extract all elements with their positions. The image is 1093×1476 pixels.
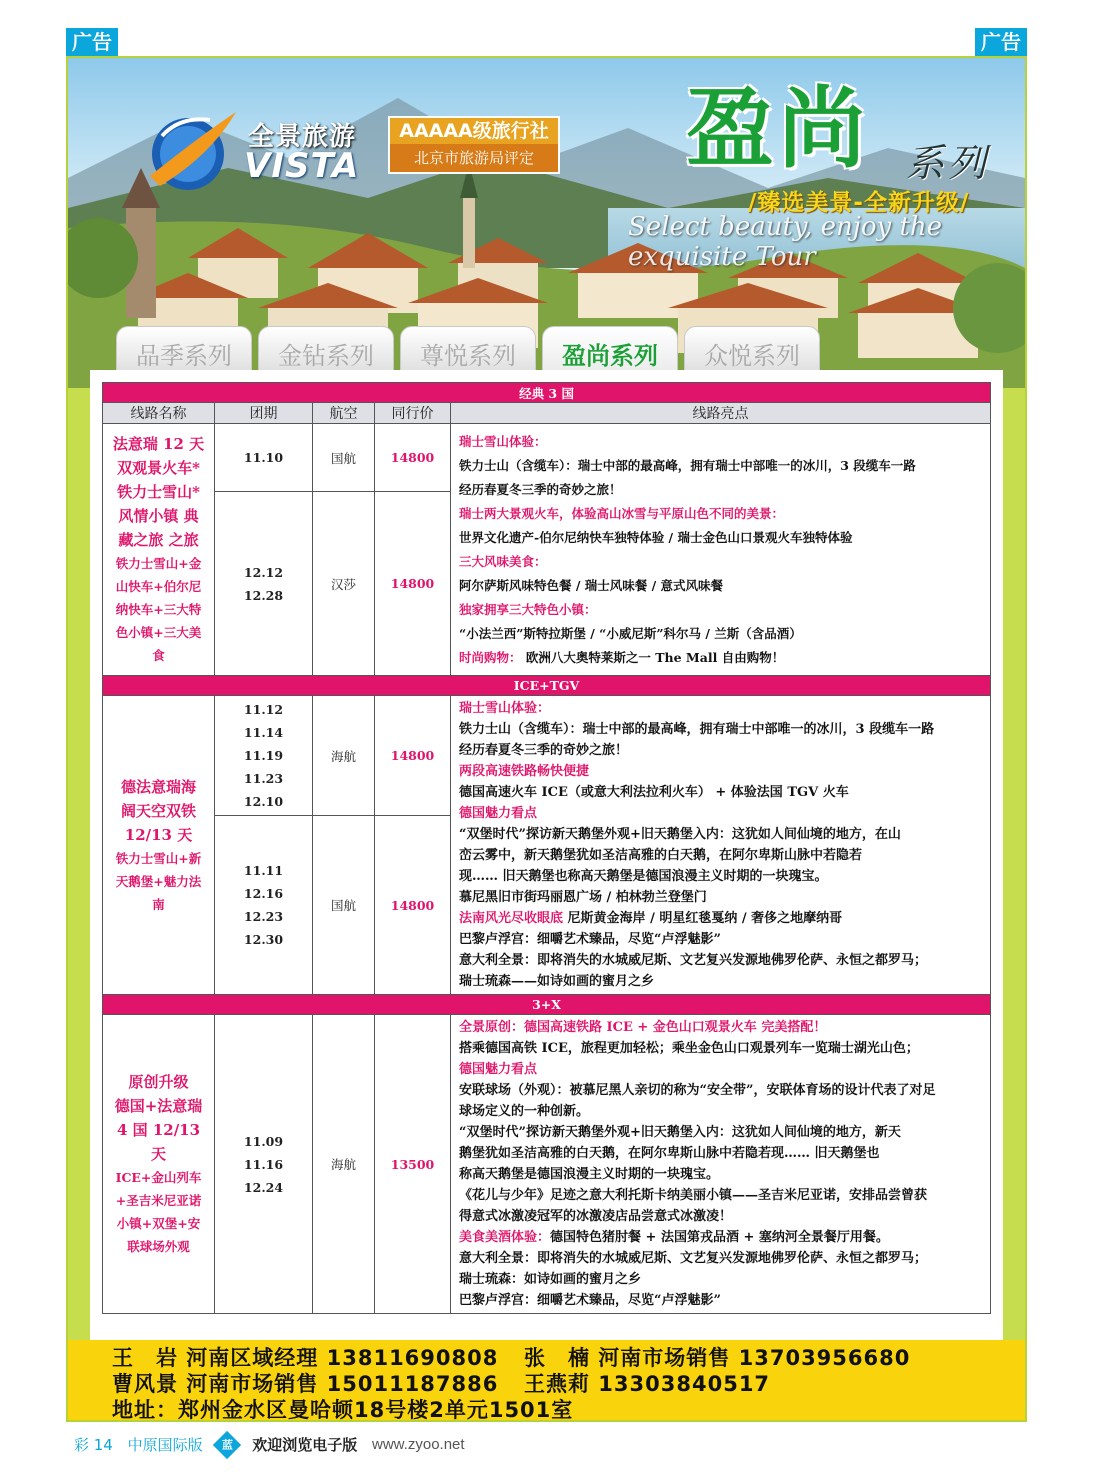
- contact-wang-yan: 王 岩 河南区域经理 13811690808: [112, 1346, 499, 1370]
- departure-dates: 11.11 12.16 12.23 12.30: [215, 816, 313, 995]
- site-url[interactable]: www.zyoo.net: [372, 1436, 465, 1453]
- price: 14800: [375, 424, 451, 492]
- col-header-price: 同行价: [375, 403, 451, 424]
- brand-title: 盈尚: [686, 76, 871, 180]
- price: 14800: [375, 492, 451, 676]
- routes-table: [102, 382, 991, 1314]
- section-title: ICE+TGV: [103, 676, 991, 696]
- table-row: [103, 696, 991, 816]
- tab-zhongyue[interactable]: 众悦系列: [684, 326, 820, 378]
- brand-series: 系列: [906, 141, 991, 185]
- col-header-highlights: 线路亮点: [451, 403, 991, 424]
- vista-logo: [140, 106, 370, 196]
- col-header-airline: 航空: [313, 403, 375, 424]
- price: 13500: [375, 1015, 451, 1314]
- contact-zhang-nan: 张 楠 河南市场销售 13703956680: [524, 1346, 911, 1370]
- airline: 国航: [313, 424, 375, 492]
- edition-name: 中原国际版: [127, 1436, 203, 1454]
- section-header-row: [103, 383, 991, 403]
- page-number: 彩 14: [74, 1436, 113, 1454]
- contact-cao-fengjing: 曹风景 河南市场销售 15011187886: [112, 1372, 499, 1396]
- price: 14800: [375, 816, 451, 995]
- tab-yingshang[interactable]: 盈尚系列: [542, 326, 678, 378]
- grade-rated-by: 北京市旅游局评定: [390, 144, 558, 172]
- route-name: 德法意瑞海 阔天空双铁 12/13 天 铁力士雪山+新 天鹅堡+魅力法 南: [103, 696, 215, 995]
- route-highlights: 瑞士雪山体验： 铁力士山（含缆车）：瑞士中部的最高峰，拥有瑞士中部唯一的冰川，3 段缆车一路 经历春夏冬三季的奇妙之旅！ 两段高速铁路畅快便捷 德国高速火车 ICE（或意大利法拉利火车） + 体验法国 TGV 火车 德国魅力看点 “双堡时代”探访新天鹅堡外观+旧天鹅堡入内：这犹如人间仙境的地方，在山 峦云雾中，新天鹅堡犹如圣洁高雅的白天鹅，在阿尔卑斯山脉中若隐若 现…… 旧天鹅堡也称高天鹅堡是德国浪漫主义时期的一块瑰宝。 慕尼黑旧市街玛丽恩广场 / 柏林勃兰登堡门 法南风光尽收眼底 尼斯黄金海岸 / 明星红毯戛纳 / 奢侈之地摩纳哥 巴黎卢浮宫：细嚼艺术臻品，尽览“卢浮魅影” 意大利全景：即将消失的水城威尼斯、文艺复兴发源地佛罗伦萨、永恒之都罗马； 瑞士琉森——如诗如画的蜜月之乡: [451, 696, 991, 995]
- section-title: 3+X: [103, 995, 991, 1015]
- vista-globe-icon: [140, 106, 240, 196]
- section-header-row: [103, 676, 991, 696]
- route-name: 法意瑞 12 天 双观景火车* 铁力士雪山* 风情小镇 典 藏之旅 之旅 铁力士雪山+金 山快车+伯尔尼 纳快车+三大特 色小镇+三大美 食: [103, 424, 215, 676]
- departure-dates: 11.09 11.16 12.24: [215, 1015, 313, 1314]
- departure-dates: 12.12 12.28: [215, 492, 313, 676]
- ad-frame: [66, 56, 1027, 1422]
- airline: 海航: [313, 696, 375, 816]
- agency-grade-badge: [388, 116, 560, 174]
- tab-pinji[interactable]: 品季系列: [116, 326, 252, 378]
- logo-cn: 全景旅游: [248, 122, 357, 152]
- section-title: 经典 3 国: [103, 383, 991, 403]
- banner: [68, 58, 1025, 388]
- contact-footer: [68, 1340, 1025, 1422]
- departure-dates: 11.10: [215, 424, 313, 492]
- airline: 汉莎: [313, 492, 375, 676]
- page-footer: [74, 1434, 475, 1460]
- airline: 国航: [313, 816, 375, 995]
- ad-label-right: 广告: [975, 28, 1027, 56]
- routes-panel: [90, 370, 1003, 1422]
- table-row: [103, 1015, 991, 1314]
- tab-jinzuan[interactable]: 金钻系列: [258, 326, 394, 378]
- tab-zunyue[interactable]: 尊悦系列: [400, 326, 536, 378]
- col-header-route: 线路名称: [103, 403, 215, 424]
- route-highlights: 瑞士雪山体验： 铁力士山（含缆车）：瑞士中部的最高峰，拥有瑞士中部唯一的冰川，3 段缆车一路 经历春夏冬三季的奇妙之旅！ 瑞士两大景观火车，体验高山冰雪与平原山色不同的美景： 世界文化遗产-伯尔尼纳快车独特体验 / 瑞士金色山口景观火车独特体验 三大风味美食： 阿尔萨斯风味特色餐 / 瑞士风味餐 / 意式风味餐 独家拥享三大特色小镇： “小法兰西”斯特拉斯堡 / “小威尼斯”科尔马 / 兰斯（含品酒） 时尚购物： 欧洲八大奥特莱斯之一 The Mall 自由购物！: [451, 424, 991, 676]
- price: 14800: [375, 696, 451, 816]
- welcome-text: 欢迎浏览电子版: [252, 1436, 358, 1454]
- address: 地址：郑州金水区曼哈顿18号楼2单元1501室: [112, 1398, 574, 1422]
- route-highlights: 全景原创：德国高速铁路 ICE + 金色山口观景火车 完美搭配！ 搭乘德国高铁 ICE，旅程更加轻松；乘坐金色山口观景列车一览瑞士湖光山色； 德国魅力看点 安联球场（外观）：被慕尼黑人亲切的称为“安全带”，安联体育场的设计代表了对足 球场定义的一种创新。 “双堡时代”探访新天鹅堡外观+旧天鹅堡入内：这犹如人间仙境的地方，新天 鹅堡犹如圣洁高雅的白天鹅，在阿尔卑斯山脉中若隐若现…… 旧天鹅堡也 称高天鹅堡是德国浪漫主义时期的一块瑰宝。 《花儿与少年》足迹之意大利托斯卡纳美丽小镇——圣吉米尼亚诺，安排品尝曾获 得意式冰激凌冠军的冰激凌店品尝意式冰激凌！ 美食美酒体验：德国特色猪肘餐 + 法国第戎品酒 + 塞纳河全景餐厅用餐。 意大利全景：即将消失的水城威尼斯、文艺复兴发源地佛罗伦萨、永恒之都罗马； 瑞士琉森：如诗如画的蜜月之乡 巴黎卢浮宫：细嚼艺术臻品，尽览“卢浮魅影”: [451, 1015, 991, 1314]
- brand-slogan: /臻选美景-全新升级/: [748, 190, 970, 216]
- zyoo-logo-icon: 蓝: [213, 1430, 241, 1458]
- logo-en: VISTA: [244, 146, 360, 186]
- departure-dates: 11.12 11.14 11.19 11.23 12.10: [215, 696, 313, 816]
- section-header-row: [103, 995, 991, 1015]
- table-header-row: [103, 403, 991, 424]
- airline: 海航: [313, 1015, 375, 1314]
- route-name: 原创升级 德国+法意瑞 4 国 12/13 天 ICE+金山列车 +圣吉米尼亚诺 小镇+双堡+安 联球场外观: [103, 1015, 215, 1314]
- brand-english: Select beauty, enjoy the exquisite Tour: [628, 212, 943, 272]
- ad-label-left: 广告: [66, 28, 118, 56]
- grade-level: AAAAA级旅行社: [399, 120, 549, 142]
- table-row: [103, 424, 991, 492]
- contact-wang-yanli: 王燕莉 13303840517: [524, 1372, 771, 1396]
- col-header-dates: 团期: [215, 403, 313, 424]
